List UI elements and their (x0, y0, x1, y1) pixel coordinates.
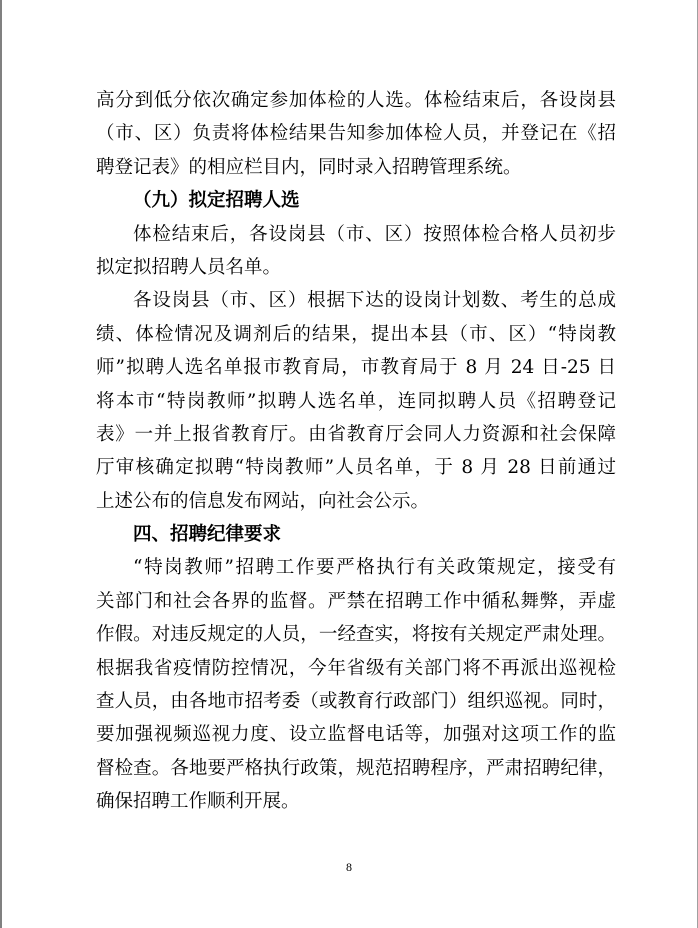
page-left-border (0, 0, 2, 928)
paragraph-line: 关部门和社会各界的监督。严禁在招聘工作中循私舞弊，弄虚 (96, 590, 616, 612)
paragraph-line: 高分到低分依次确定参加体检的人选。体检结束后，各设岗县 (96, 90, 616, 111)
paragraph-line: 作假。对违反规定的人员，一经查实，将按有关规定严肃处理。 (96, 624, 616, 646)
paragraph-line: 要加强视频巡视力度、设立监督电话等，加强对这项工作的监 (96, 724, 616, 746)
paragraph-line: 根据我省疫情防控情况，今年省级有关部门将不再派出巡视检 (96, 657, 616, 679)
section-heading-nine: （九）拟定招聘人选 (133, 190, 300, 212)
paragraph-line: 各设岗县（市、区）根据下达的设岗计划数、考生的总成 (133, 290, 616, 312)
section-heading-four: 四、招聘纪律要求 (133, 524, 282, 546)
paragraph-line: （市、区）负责将体检结果告知参加体检人员，并登记在《招 (96, 123, 616, 145)
paragraph-line: “特岗教师”招聘工作要严格执行有关政策规定，接受有 (133, 557, 616, 579)
page-number: 8 (346, 860, 352, 874)
paragraph-line: 查人员，由各地市招考委（或教育行政部门）组织巡视。同时， (96, 691, 616, 713)
paragraph-line: 绩、体检情况及调剂后的结果，提出本县（市、区）“特岗教 (96, 323, 616, 345)
paragraph-line: 表》一并上报省教育厅。由省教育厅会同人力资源和社会保障 (96, 423, 616, 445)
body-text (96, 84, 616, 819)
paragraph-line: 上述公布的信息发布网站，向社会公示。 (96, 490, 430, 512)
paragraph-line: 督检查。各地要严格执行政策，规范招聘程序，严肃招聘纪律， (96, 757, 616, 779)
paragraph-line: 体检结束后，各设岗县（市、区）按照体检合格人员初步 (133, 223, 616, 245)
paragraph-line: 拟定拟招聘人员名单。 (96, 256, 282, 278)
paragraph-line: 确保招聘工作顺利开展。 (96, 791, 300, 813)
paragraph-line: 师”拟聘人选名单报市教育局，市教育局于 8 月 24 日-25 日 (96, 357, 616, 379)
paragraph-line: 厅审核确定拟聘“特岗教师”人员名单，于 8 月 28 日前通过 (96, 457, 616, 479)
paragraph-line: 聘登记表》的相应栏目内，同时录入招聘管理系统。 (96, 156, 522, 178)
paragraph-line: 将本市“特岗教师”拟聘人选名单，连同拟聘人员《招聘登记 (96, 390, 616, 412)
